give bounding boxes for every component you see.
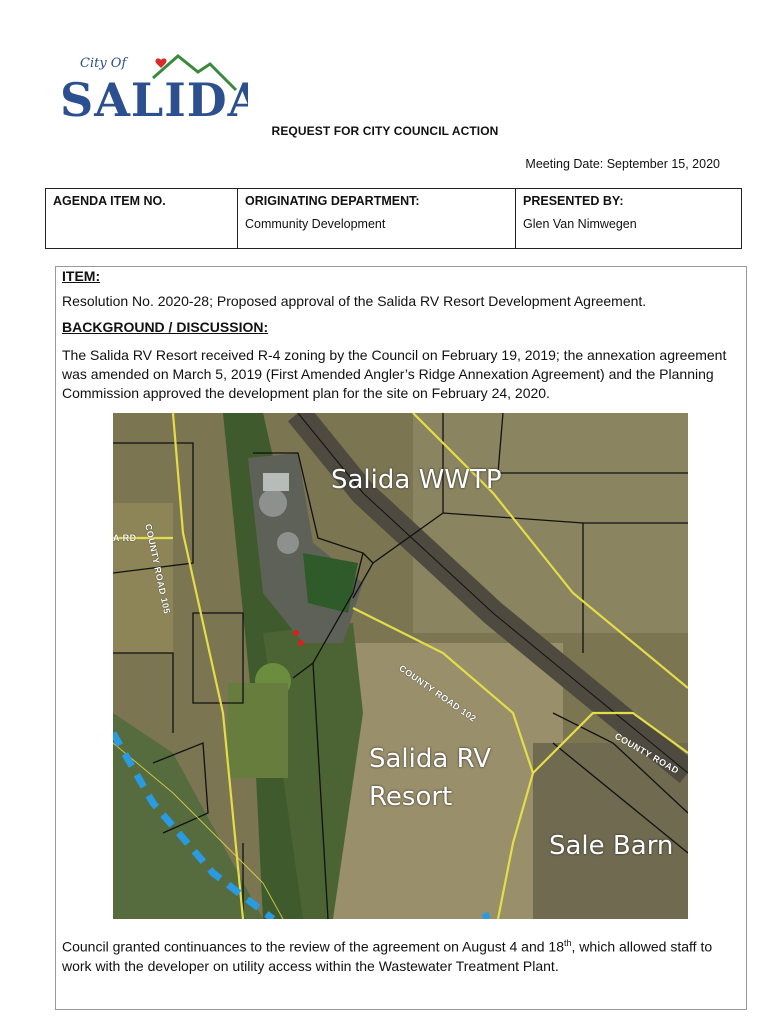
presenter-value: Glen Van Nimwegen [523,217,637,231]
map-marker-icon [298,640,304,646]
item-text: Resolution No. 2020-28; Proposed approval of the Salida RV Resort Development Agreement. [62,293,647,309]
agenda-label: AGENDA ITEM NO. [53,194,166,208]
background-heading: BACKGROUND / DISCUSSION: [62,319,269,335]
closing-text-part1: Council granted continuances to the review of the agreement on August 4 and 18 [62,938,565,955]
meeting-date: Meeting Date: September 15, 2020 [525,157,720,171]
department-value: Community Development [245,217,386,231]
item-heading: ITEM: [62,268,101,284]
closing-superscript: th [564,938,572,948]
department-cell [238,189,516,249]
aerial-map [113,413,688,919]
header-table [45,188,742,249]
agenda-cell [46,189,238,249]
road-label-right: COUNTY ROAD [613,731,681,776]
salida-logo-graphic [58,50,248,128]
closing-text-part2: , which allowed staff to work with the developer on utility access within the Wastewater Treatment Plant. [62,938,713,974]
document-title: REQUEST FOR CITY COUNCIL ACTION [271,124,499,138]
closing-text [62,934,732,976]
agenda-value [46,208,237,217]
presenter-label: PRESENTED BY: [523,194,624,208]
road-label-102: COUNTY ROAD 102 [397,663,479,724]
label-salida-rv-resort [369,740,491,816]
logo-small-text: City Of [80,56,127,71]
label-rv-line1: Salida RV [369,744,492,774]
road-label-left: A RD [113,533,137,543]
label-rv-line2: Resort [369,782,453,812]
city-logo [58,50,248,128]
presenter-cell [516,189,742,249]
department-label: ORIGINATING DEPARTMENT: [245,194,420,208]
label-sale-barn: Sale Barn [549,831,674,861]
logo-name: SALIDA [60,73,248,127]
background-text: The Salida RV Resort received R-4 zoning by the Council on February 19, 2019; the annexation agreement was amended on March 5, 2019 (First Amended Angler’s Ridge Annexation Agreement) and the Planning Commission approved the development plan for the site on February 24, 2020. [62,347,727,401]
map-marker-icon [293,630,299,636]
road-label-105: COUNTY ROAD 105 [143,523,173,615]
label-salida-wwtp: Salida WWTP [331,465,502,495]
